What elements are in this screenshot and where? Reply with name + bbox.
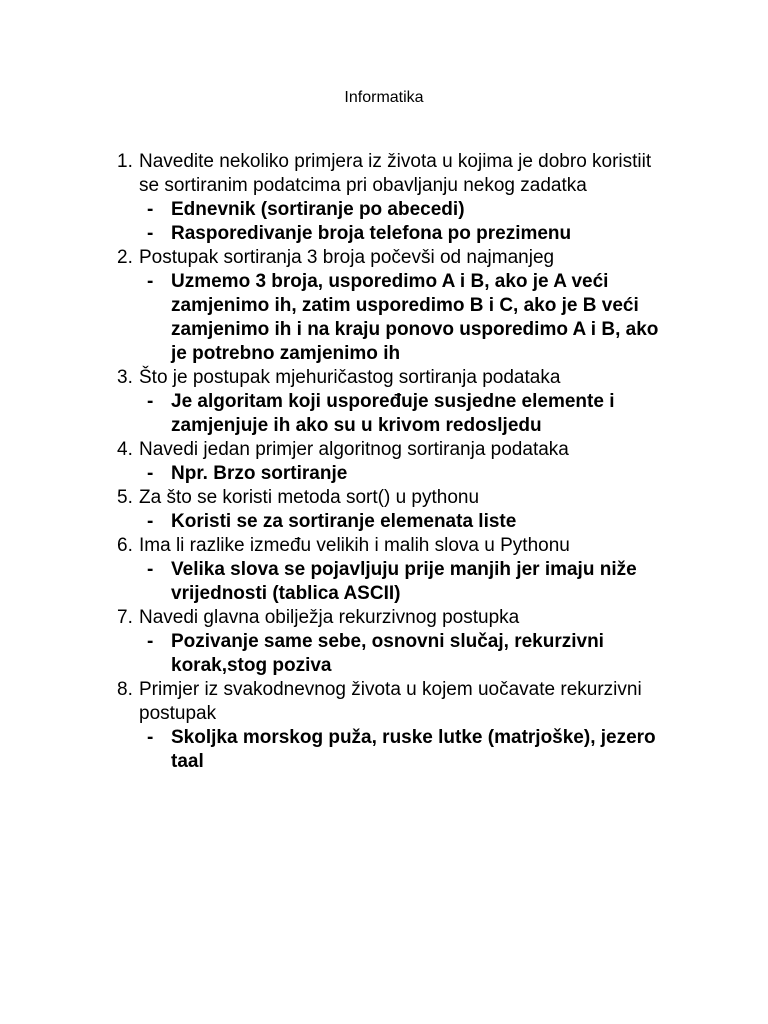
answer-list <box>0 558 768 606</box>
answer-marker: - <box>147 271 154 292</box>
question-list <box>0 150 768 774</box>
question-text: Za što se koristi metoda sort() u pythonu <box>139 487 480 508</box>
answer-text: Npr. Brzo sortiranje <box>171 463 348 484</box>
question-text: Navedi jedan primjer algoritnog sortiranja podataka <box>139 439 569 460</box>
question-number: 2. <box>117 247 133 268</box>
question-text: Postupak sortiranja 3 broja počevši od najmanjeg <box>139 247 555 268</box>
question-item <box>0 678 768 774</box>
question-item <box>0 534 768 606</box>
question-item <box>0 438 768 486</box>
answer-text: Ednevnik (sortiranje po abecedi) <box>171 199 465 220</box>
question-number: 5. <box>117 487 133 508</box>
question-text: Ima li razlike između velikih i malih slova u Pythonu <box>139 535 570 556</box>
answer-text: Uzmemo 3 broja, usporedimo A i B, ako je A veći zamjenimo ih, zatim usporedimo B i C, ako je B veći zamjenimo ih i na kraju ponovo usporedimo A i B, ako je potrebno zamjenimo ih <box>171 271 659 364</box>
question-number: 8. <box>117 679 133 700</box>
question-text: Navedi glavna obilježja rekurzivnog postupka <box>139 607 520 628</box>
question-item <box>0 486 768 534</box>
question-item <box>0 366 768 438</box>
question-text: Navedite nekoliko primjera iz života u kojima je dobro koristiit se sortiranim podatcima pri obavljanju nekog zadatka <box>139 151 652 196</box>
question-text: Primjer iz svakodnevnog života u kojem uočavate rekurzivni postupak <box>139 679 642 724</box>
answer-text: Je algoritam koji uspoređuje susjedne elemente i zamjenjuje ih ako su u krivom redosljedu <box>171 391 615 436</box>
answer-text: Pozivanje same sebe, osnovni slučaj, rekurzivni korak,stog poziva <box>171 631 604 676</box>
answer-marker: - <box>147 559 154 580</box>
answer-text: Skoljka morskog puža, ruske lutke (matrjoške), jezero taal <box>171 727 656 772</box>
answer-item <box>0 726 768 774</box>
answer-item <box>0 198 768 222</box>
question-text: Što je postupak mjehuričastog sortiranja podataka <box>139 367 561 388</box>
answer-marker: - <box>147 727 154 748</box>
answer-list <box>0 462 768 486</box>
answer-list <box>0 198 768 246</box>
answer-text: Velika slova se pojavljuju prije manjih jer imaju niže vrijednosti (tablica ASCII) <box>171 559 637 604</box>
question-number: 7. <box>117 607 133 628</box>
question-number: 3. <box>117 367 133 388</box>
answer-list <box>0 510 768 534</box>
answer-item <box>0 558 768 606</box>
question-number: 6. <box>117 535 133 556</box>
answer-marker: - <box>147 391 154 412</box>
answer-item <box>0 270 768 366</box>
answer-marker: - <box>147 511 154 532</box>
document-title: Informatika <box>344 89 424 106</box>
question-number: 1. <box>117 151 133 172</box>
question-item <box>0 606 768 678</box>
answer-marker: - <box>147 199 154 220</box>
answer-item <box>0 390 768 438</box>
answer-list <box>0 726 768 774</box>
answer-list <box>0 270 768 366</box>
answer-marker: - <box>147 631 154 652</box>
question-item <box>0 246 768 366</box>
answer-item <box>0 510 768 534</box>
question-item <box>0 150 768 246</box>
answer-text: Rasporedivanje broja telefona po prezimenu <box>171 223 572 244</box>
answer-list <box>0 390 768 438</box>
answer-item <box>0 630 768 678</box>
answer-marker: - <box>147 223 154 244</box>
answer-item <box>0 462 768 486</box>
answer-marker: - <box>147 463 154 484</box>
answer-list <box>0 630 768 678</box>
answer-item <box>0 222 768 246</box>
answer-text: Koristi se za sortiranje elemenata liste <box>171 511 517 532</box>
question-number: 4. <box>117 439 133 460</box>
